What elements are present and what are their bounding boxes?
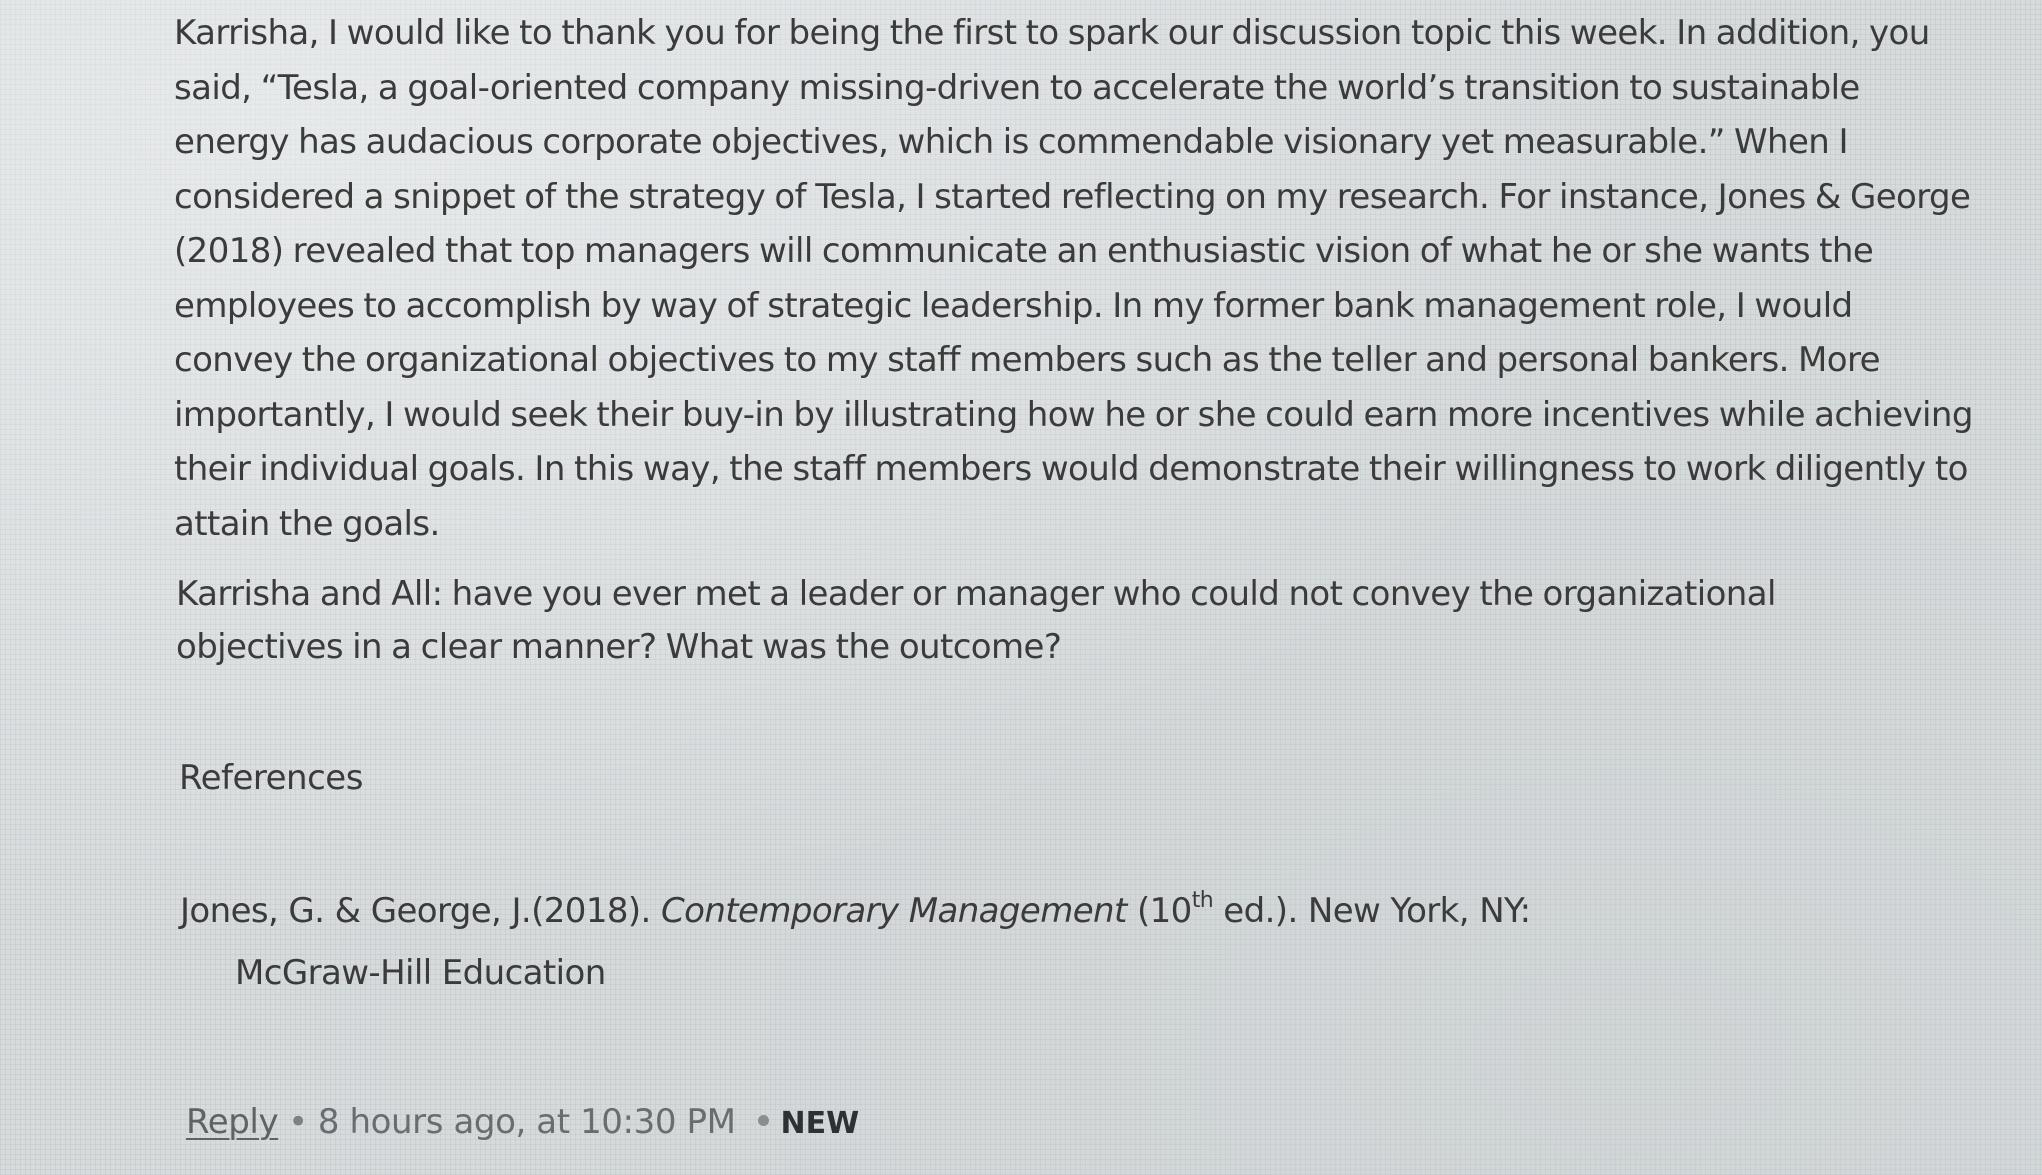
reference-publisher: McGraw-Hill Education [235, 953, 606, 993]
reference-edition-open: (10 [1136, 891, 1192, 931]
reference-title: Contemporary Management [661, 891, 1127, 931]
reference-citation-line [180, 885, 1580, 937]
post-footer [186, 1096, 859, 1150]
post-paragraph: Karrisha, I would like to thank you for being the first to spark our discussion topic this week. In addition, you said, “Tesla, a goal-oriented company missing-driven to accelerate the world’s transition to sustainable energy has audacious corporate objectives, which is commendable visionary yet measurable.” When I considered a snippet of the strategy of Tesla, I started reflecting on my research. For instance, Jones & George (2018) revealed that top managers will communicate an enthusiastic vision of what he or she wants the employees to accomplish by way of strategic leadership. In my former bank management role, I would convey the organizational objectives to my staff members such as the teller and personal bankers. More importantly, I would seek their buy-in by illustrating how he or she could earn more incentives while achieving their individual goals. In this way, the staff members would demonstrate their willingness to work diligently to attain the goals. [174, 13, 1973, 544]
reply-link[interactable]: Reply [186, 1102, 279, 1142]
new-badge: NEW [780, 1106, 860, 1141]
discussion-question: Karrisha and All: have you ever met a leader or manager who could not convey the organizational objectives in a clear manner? What was the outcome? [176, 574, 1776, 667]
discussion-post-body [174, 6, 1974, 551]
separator-dot: • [288, 1102, 308, 1142]
reference-authors: Jones, G. & George, J.(2018). [180, 891, 651, 931]
new-indicator-dot-icon [758, 1115, 769, 1126]
post-timestamp: 8 hours ago, at 10:30 PM [317, 1102, 736, 1142]
reference-entry [180, 885, 1580, 999]
references-heading: References [179, 758, 363, 798]
reference-edition-close: ed.). New York, NY: [1223, 891, 1531, 931]
reference-edition-superscript: th [1191, 888, 1214, 913]
